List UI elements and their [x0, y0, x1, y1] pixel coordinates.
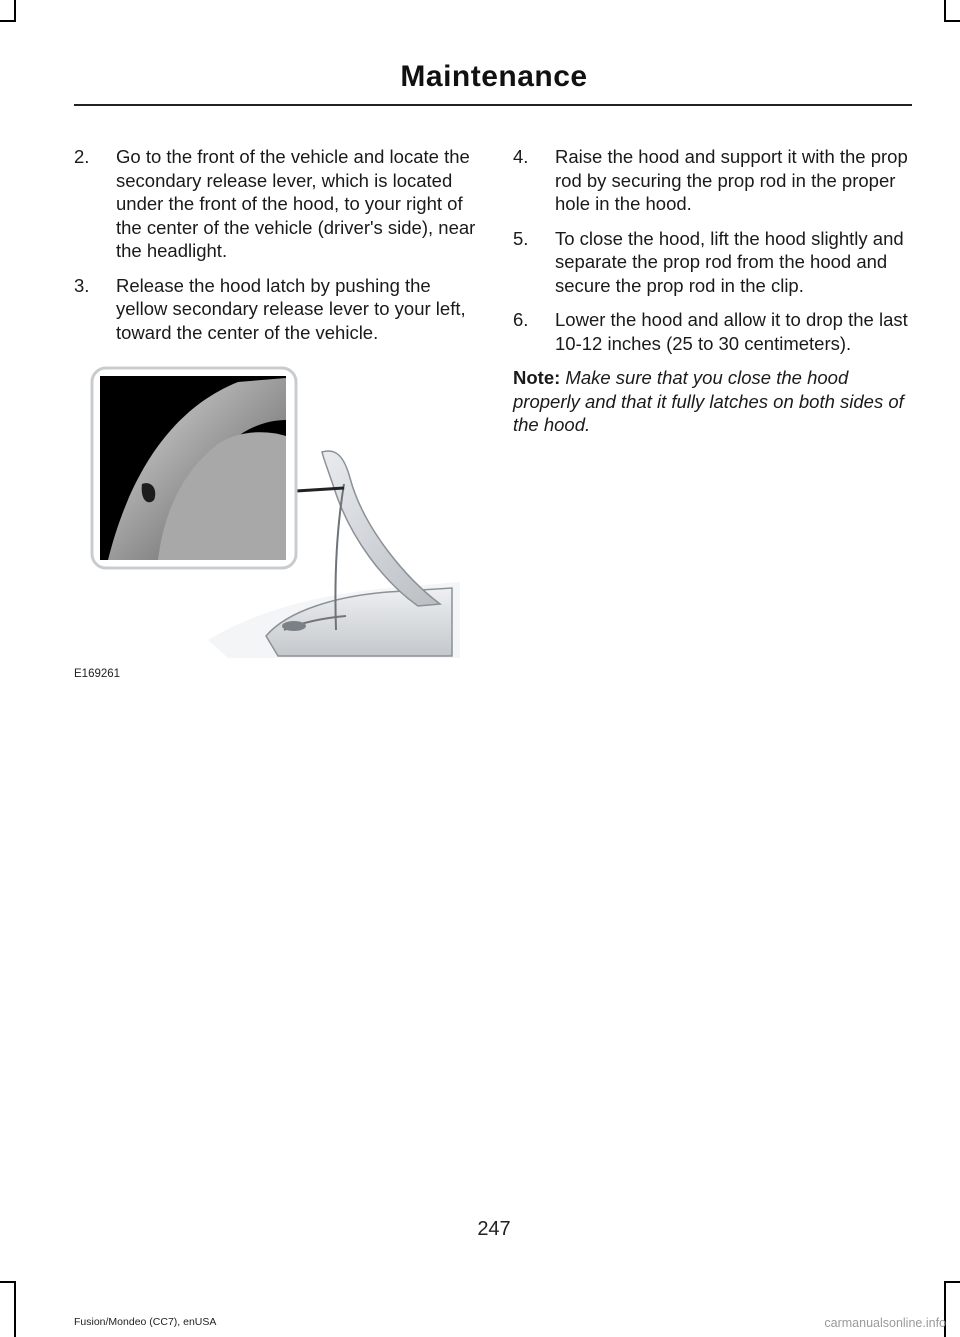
note-text: Make sure that you close the hood properly and that it fully latches on both sides of the hood. — [513, 367, 904, 435]
step-number: 6. — [513, 309, 529, 330]
crop-mark — [0, 1281, 16, 1283]
page-title: Maintenance — [400, 60, 588, 93]
note-label: Note: — [513, 367, 561, 388]
step-text: Raise the hood and support it with the prop rod by securing the prop rod in the proper hole in the hood. — [555, 146, 908, 214]
list-item — [74, 274, 478, 345]
illustration-svg — [88, 360, 460, 658]
watermark: carmanualsonline.info — [824, 1316, 946, 1330]
crop-mark — [14, 0, 16, 22]
right-column — [513, 145, 911, 437]
crop-mark — [0, 20, 16, 22]
list-item — [513, 227, 911, 298]
headlight — [282, 621, 306, 631]
left-column — [74, 145, 478, 355]
step-text: Go to the front of the vehicle and locate the secondary release lever, which is located under the front of the hood, to your right of the center of the vehicle (driver's side), near the headlight. — [116, 146, 476, 261]
hood-release-illustration — [88, 360, 460, 658]
list-item — [513, 145, 911, 216]
list-item — [74, 145, 478, 263]
step-text: Lower the hood and allow it to drop the last 10-12 inches (25 to 30 centimeters). — [555, 309, 908, 354]
step-number: 2. — [74, 146, 90, 167]
crop-mark — [14, 1281, 16, 1337]
header-divider — [74, 104, 912, 106]
crop-mark — [944, 20, 960, 22]
step-number: 5. — [513, 227, 529, 249]
step-text: Release the hood latch by pushing the yellow secondary release lever to your left, toward the center of the vehicle. — [116, 274, 466, 343]
list-item — [513, 308, 911, 355]
crop-mark — [944, 0, 946, 22]
raised-hood — [322, 451, 440, 606]
step-number: 3. — [74, 274, 90, 296]
step-text: To close the hood, lift the hood slightly and separate the prop rod from the hood and secure the prop rod in the clip. — [555, 227, 904, 296]
crop-mark — [944, 1281, 960, 1283]
edition-label: Fusion/Mondeo (CC7), enUSA — [74, 1316, 217, 1328]
step-number: 4. — [513, 146, 529, 167]
note-paragraph — [513, 366, 911, 437]
page-number: 247 — [477, 1218, 511, 1240]
figure-code: E169261 — [74, 668, 121, 680]
